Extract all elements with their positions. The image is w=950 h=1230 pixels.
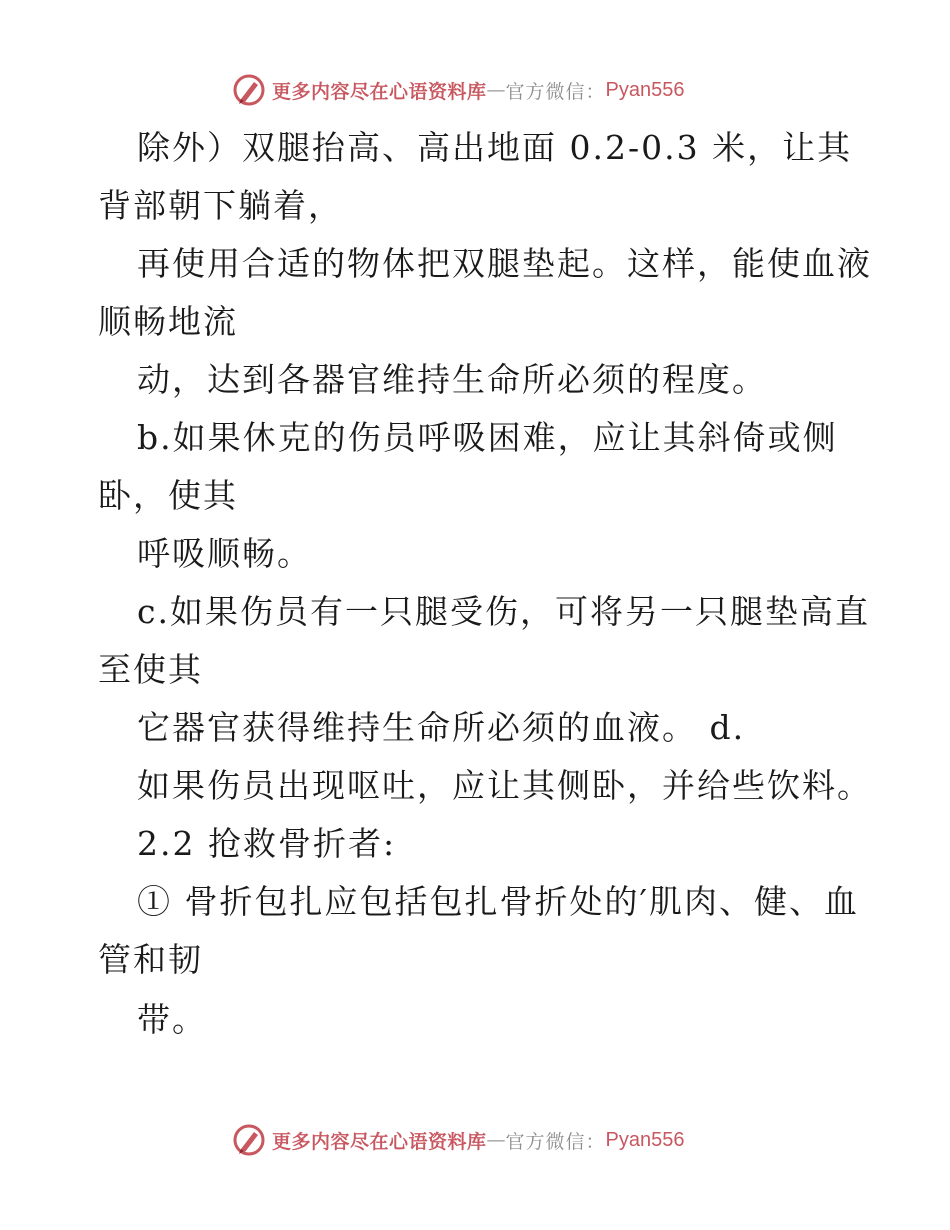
banner-contact-label: 官方微信： — [505, 1130, 606, 1153]
footer-banner — [232, 1122, 685, 1158]
body-line: 带。 — [137, 1000, 207, 1039]
banner-main-text: 更多内容尽在心语资料库 — [272, 1130, 487, 1153]
banner-dash: — — [486, 1129, 506, 1151]
banner-dash: — — [486, 79, 506, 101]
pen-logo-icon — [232, 1123, 266, 1157]
pen-logo-icon — [232, 73, 266, 107]
header-banner — [232, 72, 685, 108]
body-line: 除外）双腿抬高、高出地面 0.2-0.3 米，让其 — [137, 128, 853, 167]
body-line: 卧，使其 — [98, 476, 238, 515]
banner-wechat-id: Pyan556 — [605, 1128, 685, 1151]
body-line: 它器官获得维持生命所必须的血液。 d. — [137, 708, 746, 747]
banner-wechat-id: Pyan556 — [605, 78, 685, 101]
body-line: ① 骨折包扎应包括包扎骨折处的′肌肉、健、血 — [137, 882, 859, 921]
body-line: 顺畅地流 — [98, 302, 238, 341]
body-line: 背部朝下躺着， — [98, 186, 343, 225]
body-line: 呼吸顺畅。 — [137, 534, 312, 573]
body-line: b.如果休克的伤员呼吸困难，应让其斜倚或侧 — [137, 418, 838, 457]
banner-main-text: 更多内容尽在心语资料库 — [272, 80, 487, 103]
body-line: 如果伤员出现呕吐，应让其侧卧，并给些饮料。 — [137, 766, 872, 805]
body-line: 再使用合适的物体把双腿垫起。这样，能使血液 — [137, 244, 872, 283]
body-line: 至使其 — [98, 650, 203, 689]
banner-contact-label: 官方微信： — [505, 80, 606, 103]
body-line: 动，达到各器官维持生命所必须的程度。 — [137, 360, 767, 399]
body-line: c.如果伤员有一只腿受伤，可将另一只腿垫高直 — [137, 592, 870, 631]
section-heading: 2.2 抢救骨折者: — [137, 824, 397, 863]
body-line: 管和韧 — [98, 940, 203, 979]
